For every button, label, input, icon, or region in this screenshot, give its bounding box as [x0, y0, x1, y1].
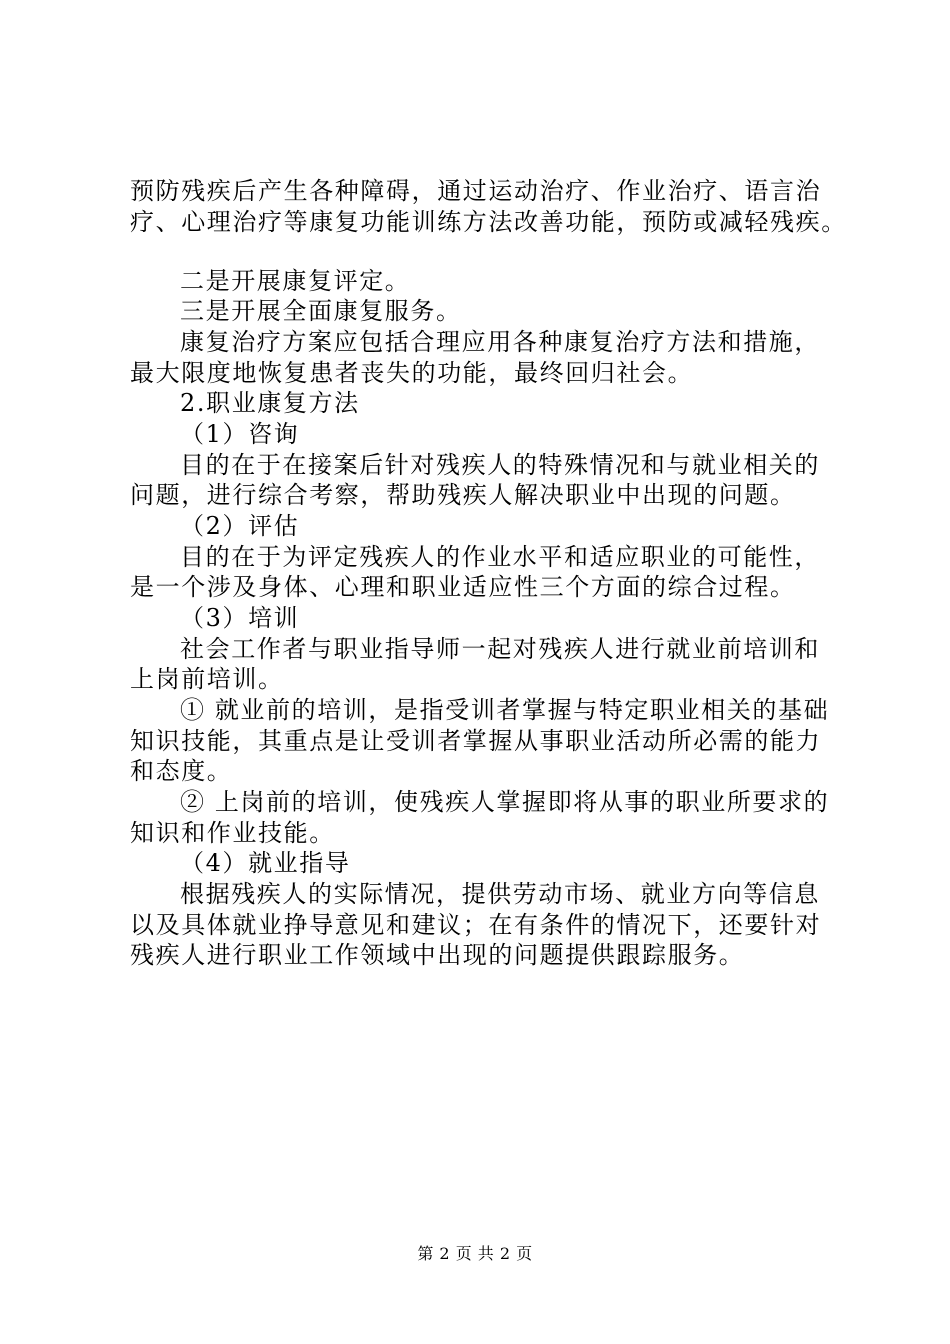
subsection-heading: （3）培训	[180, 604, 300, 632]
text-line: 和态度。	[130, 757, 233, 785]
text-line: 以及具体就业挣导意见和建议；在有条件的情况下，还要针对	[130, 911, 822, 939]
text-line: 预防残疾后产生各种障碍，通过运动治疗、作业治疗、语言治	[130, 177, 822, 205]
text-line: 最大限度地恢复患者丧失的功能，最终回归社会。	[130, 359, 694, 387]
text-line: 二是开展康复评定。	[180, 267, 411, 295]
text-line: ② 上岗前的培训，使残疾人掌握即将从事的职业所要求的	[180, 788, 830, 816]
text-line: 知识和作业技能。	[130, 819, 335, 847]
text-line: 根据残疾人的实际情况，提供劳动市场、就业方向等信息	[180, 880, 820, 908]
subsection-heading: （2）评估	[180, 512, 300, 540]
text-line: 康复治疗方案应包括合理应用各种康复治疗方法和措施，	[180, 328, 820, 356]
subsection-heading: （1）咨询	[180, 420, 300, 448]
text-line: 目的在于为评定残疾人的作业水平和适应职业的可能性，	[180, 543, 820, 571]
subsection-heading: （4）就业指导	[180, 849, 351, 877]
text-line: 社会工作者与职业指导师一起对残疾人进行就业前培训和	[180, 635, 820, 663]
section-heading: 2.职业康复方法	[180, 389, 360, 417]
page-footer: 第 2 页 共 2 页	[417, 1244, 533, 1263]
text-line: ① 就业前的培训，是指受训者掌握与特定职业相关的基础	[180, 696, 830, 724]
text-line: 上岗前培训。	[130, 665, 284, 693]
text-line: 知识技能，其重点是让受训者掌握从事职业活动所必需的能力	[130, 727, 822, 755]
text-line: 目的在于在接案后针对残疾人的特殊情况和与就业相关的	[180, 451, 820, 479]
text-line: 三是开展全面康复服务。	[180, 297, 462, 325]
text-line: 残疾人进行职业工作领域中出现的问题提供跟踪服务。	[130, 941, 745, 969]
text-line: 疗、心理治疗等康复功能训练方法改善功能，预防或减轻残疾。	[130, 208, 847, 236]
text-line: 是一个涉及身体、心理和职业适应性三个方面的综合过程。	[130, 573, 796, 601]
text-line: 问题，进行综合考察，帮助残疾人解决职业中出现的问题。	[130, 481, 796, 509]
